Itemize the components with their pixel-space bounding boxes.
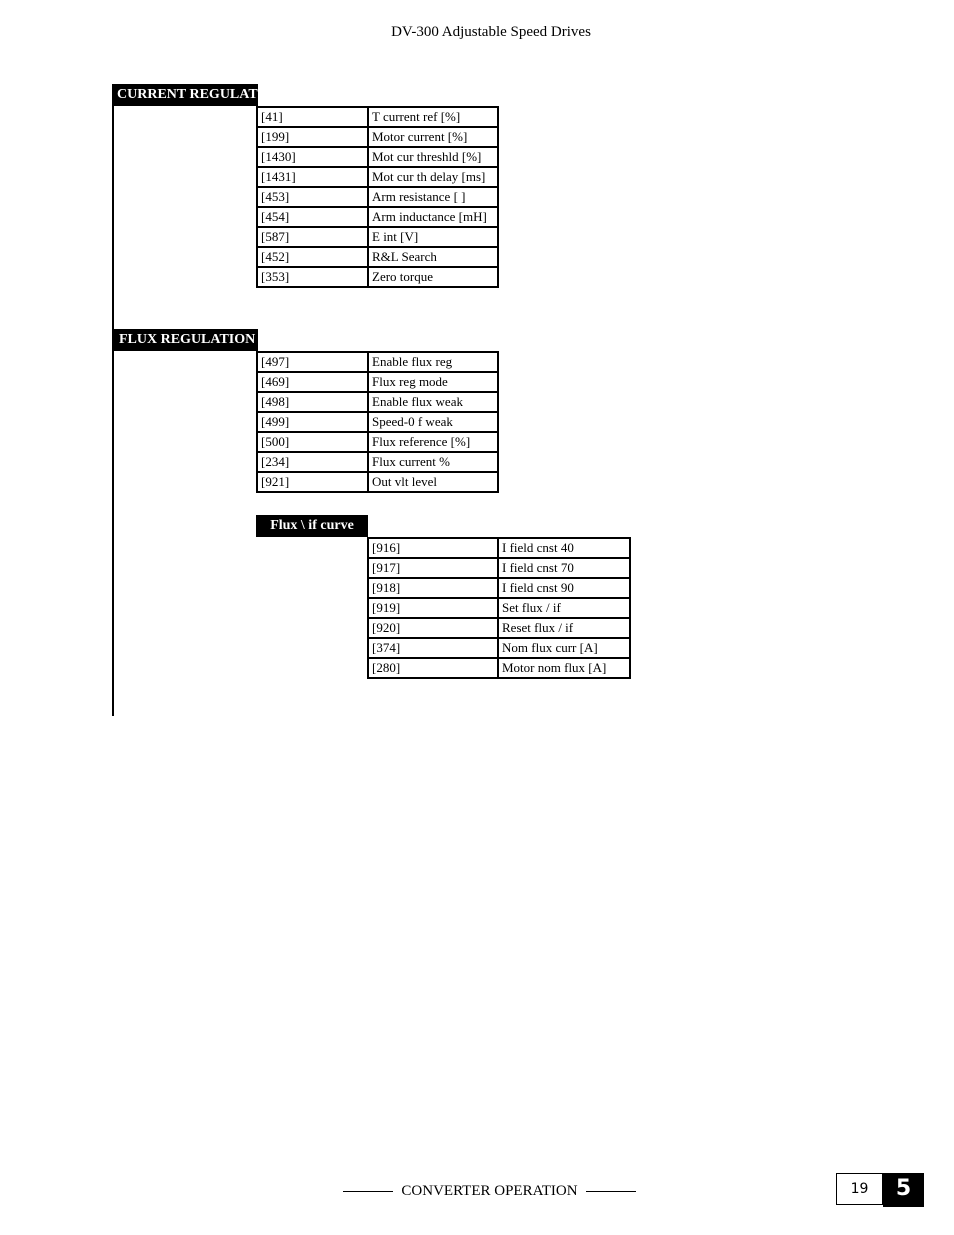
parameter-index: [916] xyxy=(368,538,498,558)
parameter-index: [452] xyxy=(257,247,368,267)
table-row xyxy=(257,352,498,372)
table-row xyxy=(257,227,498,247)
parameter-index: [469] xyxy=(257,372,368,392)
page-footer xyxy=(343,1183,636,1200)
parameter-index: [497] xyxy=(257,352,368,372)
parameter-name: Arm inductance [mH] xyxy=(368,207,498,227)
table-row xyxy=(368,618,630,638)
parameter-name: Nom flux curr [A] xyxy=(498,638,630,658)
parameter-name: T current ref [%] xyxy=(368,107,498,127)
parameter-index: [374] xyxy=(368,638,498,658)
flux-if-curve-table xyxy=(367,537,631,679)
table-row xyxy=(257,432,498,452)
parameter-index: [921] xyxy=(257,472,368,492)
page-header-title: DV-300 Adjustable Speed Drives xyxy=(391,24,591,40)
parameter-name: Motor current [%] xyxy=(368,127,498,147)
table-row xyxy=(257,392,498,412)
parameter-index: [918] xyxy=(368,578,498,598)
parameter-index: [498] xyxy=(257,392,368,412)
table-row xyxy=(257,267,498,287)
parameter-name: Enable flux reg xyxy=(368,352,498,372)
parameter-index: [919] xyxy=(368,598,498,618)
parameter-name: Flux reference [%] xyxy=(368,432,498,452)
chapter-number: 5 xyxy=(883,1173,924,1207)
table-row xyxy=(257,187,498,207)
parameter-name: Mot cur th delay [ms] xyxy=(368,167,498,187)
table-row xyxy=(368,658,630,678)
parameter-index: [353] xyxy=(257,267,368,287)
table-row xyxy=(368,598,630,618)
parameter-name: Flux current % xyxy=(368,452,498,472)
parameter-index: [917] xyxy=(368,558,498,578)
parameter-name: Out vlt level xyxy=(368,472,498,492)
parameter-index: [234] xyxy=(257,452,368,472)
footer-rule-left xyxy=(343,1191,393,1192)
parameter-index: [454] xyxy=(257,207,368,227)
parameter-index: [41] xyxy=(257,107,368,127)
parameter-name: Flux reg mode xyxy=(368,372,498,392)
parameter-index: [500] xyxy=(257,432,368,452)
parameter-index: [199] xyxy=(257,127,368,147)
table-row xyxy=(257,372,498,392)
table-row xyxy=(368,578,630,598)
parameter-index: [280] xyxy=(368,658,498,678)
section-label-flux-regulation: FLUX REGULATION xyxy=(112,329,258,351)
parameter-name: Arm resistance [ ] xyxy=(368,187,498,207)
table-row xyxy=(257,147,498,167)
parameter-name: Mot cur threshld [%] xyxy=(368,147,498,167)
parameter-index: [499] xyxy=(257,412,368,432)
parameter-name: Reset flux / if xyxy=(498,618,630,638)
table-row xyxy=(257,452,498,472)
section-label-current-regulation: CURRENT REGULAT xyxy=(112,84,258,106)
table-row xyxy=(257,412,498,432)
table-row xyxy=(368,558,630,578)
footer-rule-right xyxy=(586,1191,636,1192)
current-regulation-table xyxy=(256,106,499,288)
section-label-flux-if-curve: Flux \ if curve xyxy=(256,515,368,537)
parameter-name: E int [V] xyxy=(368,227,498,247)
parameter-index: [453] xyxy=(257,187,368,207)
table-row xyxy=(257,167,498,187)
parameter-index: [1431] xyxy=(257,167,368,187)
page-number: 19 xyxy=(836,1173,883,1205)
table-row xyxy=(257,247,498,267)
parameter-index: [1430] xyxy=(257,147,368,167)
parameter-name: Motor nom flux [A] xyxy=(498,658,630,678)
table-row xyxy=(257,472,498,492)
table-row xyxy=(257,207,498,227)
table-row xyxy=(257,107,498,127)
parameter-name: Set flux / if xyxy=(498,598,630,618)
table-row xyxy=(257,127,498,147)
parameter-name: Enable flux weak xyxy=(368,392,498,412)
parameter-index: [587] xyxy=(257,227,368,247)
parameter-name: Zero torque xyxy=(368,267,498,287)
menu-tree-line xyxy=(112,84,114,716)
parameter-index: [920] xyxy=(368,618,498,638)
parameter-name: I field cnst 40 xyxy=(498,538,630,558)
parameter-name: Speed-0 f weak xyxy=(368,412,498,432)
table-row xyxy=(368,638,630,658)
footer-section-title: CONVERTER OPERATION xyxy=(401,1183,578,1199)
parameter-name: I field cnst 70 xyxy=(498,558,630,578)
parameter-name: I field cnst 90 xyxy=(498,578,630,598)
table-row xyxy=(368,538,630,558)
parameter-name: R&L Search xyxy=(368,247,498,267)
flux-regulation-table xyxy=(256,351,499,493)
